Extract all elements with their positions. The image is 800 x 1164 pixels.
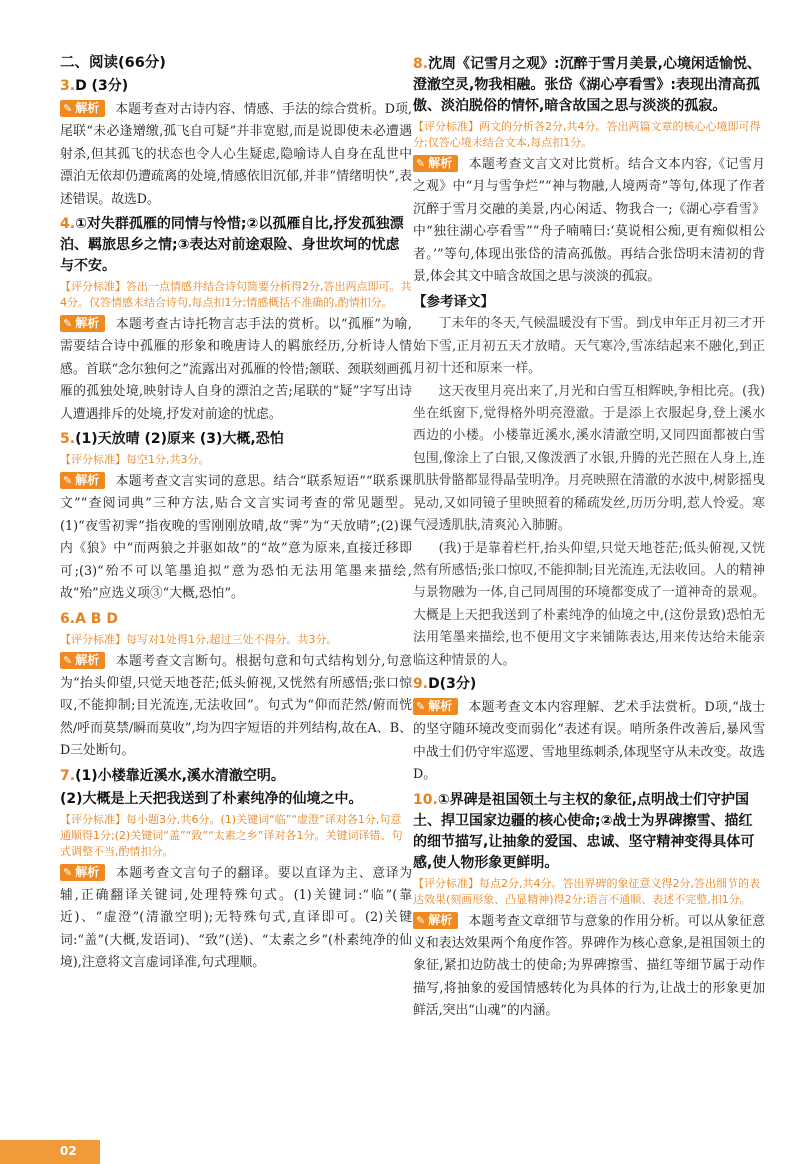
analysis-label: 解析 bbox=[75, 864, 100, 879]
q7-standard: 【评分标准】每小题3分,共6分。(1)关键词“临”“虚澄”译对各1分,句意通顺得1分;(2)关键词“盖”“致”“太素之乡”译对各1分。关键词译错、句式调整不当,酌情扣分。 bbox=[60, 812, 403, 858]
q7-answer-1 bbox=[60, 766, 412, 787]
analysis-tag bbox=[413, 698, 458, 715]
q4-standard: 【评分标准】答出一点情感并结合诗句简要分析得2分,答出两点即可。共4分。仅答情感未结合诗句,每点扣1分;情感概括不准确的,酌情扣分。 bbox=[60, 280, 412, 310]
q9-analysis-text: 本题考查文本内容理解、艺术手法赏析。D项,“战士的坚守随环境改变而弱化”表述有误。哨所条件改善后,暴风雪中战士们仍守牢巡逻、雪地里练刺杀,体现坚守从未改变。故选D。 bbox=[413, 699, 765, 783]
q8-number: 8. bbox=[413, 56, 429, 72]
analysis-label: 解析 bbox=[75, 652, 100, 667]
q3-analysis-text: 本题考查对古诗内容、情感、手法的综合赏析。D项,尾联“未必逢矰缴,孤飞自可疑”并非宽慰,而是说即使未必遭遇射杀,但其孤飞的状态也令人心生疑虑,隐喻诗人自身在乱世中漂泊无依却仍遭疏离的处境,情感依旧沉郁,并非“情绪明快”,表述错误。故选D。 bbox=[60, 102, 412, 207]
right-column bbox=[413, 52, 765, 1026]
q5-number: 5. bbox=[60, 431, 76, 448]
pen-icon: ✎ bbox=[63, 317, 73, 331]
q10-answer bbox=[413, 790, 765, 874]
q6-analysis-text: 本题考查文言断句。根据句意和句式结构划分,句意为“抬头仰望,只觉天地苍茫;低头俯视,又恍然有所感悟;张口惊叹,不能抑制;目光流连,无法收回”。句式为“仰而茫然/俯而恍然/呼而莫禁/瞬而莫收”,均为四字短语的并列结构,故在A、B、D三处断句。 bbox=[60, 653, 412, 759]
q7-answer-1-text: (1)小楼靠近溪水,溪水清澈空明。 bbox=[75, 767, 285, 784]
translation-paragraph: (我)于是靠着栏杆,抬头仰望,只觉天地苍茫;低头俯视,又恍然有所感悟;张口惊叹,不能抑制;目光流连,无法收回。人的精神与景物融为一体,自己同周围的环境都变成了一道神奇的景观。大概是上天把我送到了朴素纯净的仙境之中,(这份景致)恐怕无法用笔墨来描绘,也不便用文字来铺陈表达,用来传达给未能亲临这种情景的人。 bbox=[413, 540, 765, 668]
page-number: 02 bbox=[60, 1144, 77, 1158]
analysis-tag bbox=[60, 315, 105, 332]
analysis-label: 解析 bbox=[428, 698, 453, 713]
analysis-label: 解析 bbox=[428, 156, 453, 170]
q6-answer-text: A B D bbox=[75, 610, 118, 627]
analysis-tag bbox=[413, 912, 458, 929]
q10-standard: 【评分标准】每点2分,共4分。答出界碑的象征意义得2分,答出细节的表达效果(刻画形象、凸显精神)得2分;语言不通顺、表述不完整,扣1分。 bbox=[413, 876, 760, 906]
q8-analysis bbox=[413, 154, 765, 288]
left-column bbox=[60, 52, 412, 978]
q8-answer-text: 沈周《记雪月之观》:沉醉于雪月美景,心境闲适愉悦、澄澈空灵,物我相融。张岱《湖心亭看雪》:表现出清高孤傲、淡泊脱俗的情怀,暗含故国之思与淡淡的孤寂。 bbox=[413, 56, 761, 114]
analysis-tag bbox=[60, 652, 105, 669]
q10-analysis-text: 本题考查文章细节与意象的作用分析。可以从象征意义和表达效果两个角度作答。界碑作为核心意象,是祖国领土的象征,紧扣边防战士的使命;为界碑擦雪、描红等细节属于动作描写,将抽象的爱国情感转化为具体的行为,让战士的形象更加鲜活,突出“山魂”的内涵。 bbox=[413, 913, 765, 1019]
q4-analysis bbox=[60, 314, 412, 426]
q6-analysis bbox=[60, 651, 412, 763]
q5-analysis bbox=[60, 471, 412, 605]
translation-paragraph: 这天夜里月亮出来了,月光和白雪互相辉映,争相比亮。(我)坐在纸窗下,觉得格外明亮澄澈。于是添上衣服起身,登上溪水西边的小楼。小楼靠近溪水,溪水清澈空明,又同四面都被白雪包围,像涂上了白银,又像泼洒了水银,升腾的光芒照在人身上,连肌肤骨骼都显得晶莹明净。月亮映照在清澈的水波中,树影摇曳晃动,又如同镜子里映照着的稀疏发丝,历历分明,惹人怜爱。寒气浸透肌肤,清爽沁入肺腑。 bbox=[413, 383, 765, 534]
q5-standard: 【评分标准】每空1分,共3分。 bbox=[60, 453, 210, 467]
analysis-tag bbox=[60, 100, 105, 117]
analysis-label: 解析 bbox=[75, 316, 100, 331]
q8-answer bbox=[413, 54, 765, 117]
section-title: 二、阅读(66分) bbox=[60, 55, 166, 71]
pen-icon: ✎ bbox=[63, 865, 73, 879]
translation-paragraph: 丁未年的冬天,气候温暖没有下雪。到戊申年正月初三才开始下雪,正月初五天才放晴。天气寒冷,雪冻结起来不融化,到正月初十还和原来一样。 bbox=[413, 316, 765, 377]
pen-icon: ✎ bbox=[416, 157, 426, 170]
q5-analysis-text: 本题考查文言实词的意思。结合“联系短语”“联系课文”“查阅词典”三种方法,贴合文言实词考查的常见题型。(1)“夜雪初霁”指夜晚的雪刚刚放晴,故“霁”为“天放晴”;(2)课内《狼》中“而两狼之并驱如故”的“故”意为原来,直接迁移即可;(3)“殆不可以笔墨追拟”意为恐怕无法用笔墨来描绘,故“殆”应选义项③“大概,恐怕”。 bbox=[60, 474, 412, 602]
analysis-label: 解析 bbox=[75, 473, 100, 488]
reference-translation-heading: 【参考译文】 bbox=[413, 294, 494, 311]
q7-analysis bbox=[60, 863, 412, 975]
q3-analysis bbox=[60, 99, 412, 211]
q7-answer-2: (2)大概是上天把我送到了朴素纯净的仙境之中。 bbox=[60, 790, 363, 807]
q4-answer bbox=[60, 214, 412, 277]
analysis-label: 解析 bbox=[75, 101, 100, 115]
q6-answer bbox=[60, 609, 412, 630]
q4-analysis-text: 本题考查古诗托物言志手法的赏析。以“孤雁”为喻,需要结合诗中孤雁的形象和晚唐诗人的羁旅经历,分析诗人情感。首联“念尔独何之”流露出对孤雁的怜惜;颔联、颈联刻画孤雁的孤独处境,映射诗人自身的漂泊之苦;尾联的“疑”字写出诗人遭遇排斥的处境,抒发对前途的忧虑。 bbox=[60, 317, 412, 422]
analysis-tag bbox=[60, 472, 105, 489]
q4-number: 4. bbox=[60, 216, 76, 233]
q10-number: 10. bbox=[413, 791, 438, 808]
pen-icon: ✎ bbox=[63, 474, 73, 488]
q3-number: 3. bbox=[60, 78, 76, 94]
footer-bar bbox=[0, 1140, 100, 1164]
pen-icon: ✎ bbox=[416, 913, 426, 927]
q9-analysis bbox=[413, 697, 765, 787]
analysis-label: 解析 bbox=[428, 912, 453, 927]
q8-analysis-text: 本题考查文言文对比赏析。结合文本内容,《记雪月之观》中“月与雪争烂”“神与物融,人境两奇”等句,体现了作者沉醉于雪月交融的美景,内心闲适、物我合一;《湖心亭看雪》中“独往湖心亭看雪”“舟子喃喃曰:‘莫说相公痴,更有痴似相公者。’”等句,体现出张岱的清高孤傲。再结合张岱明末清初的背景,体会其文中暗含故国之思与淡淡的孤寂。 bbox=[413, 157, 765, 285]
pen-icon: ✎ bbox=[63, 102, 73, 115]
pen-icon: ✎ bbox=[63, 653, 73, 667]
analysis-tag bbox=[60, 864, 105, 881]
q10-analysis bbox=[413, 911, 765, 1023]
q5-answer-text: (1)天放晴 (2)原来 (3)大概,恐怕 bbox=[75, 431, 284, 448]
q7-number: 7. bbox=[60, 767, 76, 784]
pen-icon: ✎ bbox=[416, 699, 426, 713]
q8-standard: 【评分标准】两文的分析各2分,共4分。答出两篇文章的核心心境即可得分;仅答心境未结合文本,每点扣1分。 bbox=[413, 120, 761, 149]
q7-analysis-text: 本题考查文言句子的翻译。要以直译为主、意译为辅,正确翻译关键词,处理特殊句式。(1)关键词:“临”(靠近)、“虚澄”(清澈空明);无特殊句式,直译即可。(2)关键词:“盖”(大概,发语词)、“致”(送)、“太素之乡”(朴素纯净的仙境),注意将文言虚词译准,句式理顺。 bbox=[60, 865, 412, 971]
q4-answer-text: ①对失群孤雁的同情与怜惜;②以孤雁自比,抒发孤独漂泊、羁旅思乡之情;③表达对前途艰险、身世坎坷的忧虑与不安。 bbox=[60, 216, 404, 275]
q9-number: 9. bbox=[413, 675, 429, 692]
q9-answer-text: D(3分) bbox=[428, 675, 477, 692]
q6-number: 6. bbox=[60, 610, 76, 627]
q10-answer-text: ①界碑是祖国领土与主权的象征,点明战士们守护国土、捍卫国家边疆的核心使命;②战士为界碑擦雪、描红的细节描写,让抽象的爱国、忠诚、坚守精神变得具体可感,使人物形象更鲜明。 bbox=[413, 791, 755, 871]
q9-answer bbox=[413, 674, 765, 695]
q6-standard: 【评分标准】每写对1处得1分,超过三处不得分。共3分。 bbox=[60, 632, 338, 646]
q5-answer bbox=[60, 429, 412, 450]
q3-answer-text: D (3分) bbox=[75, 78, 129, 94]
q3-answer bbox=[60, 76, 412, 97]
analysis-tag bbox=[413, 155, 458, 172]
